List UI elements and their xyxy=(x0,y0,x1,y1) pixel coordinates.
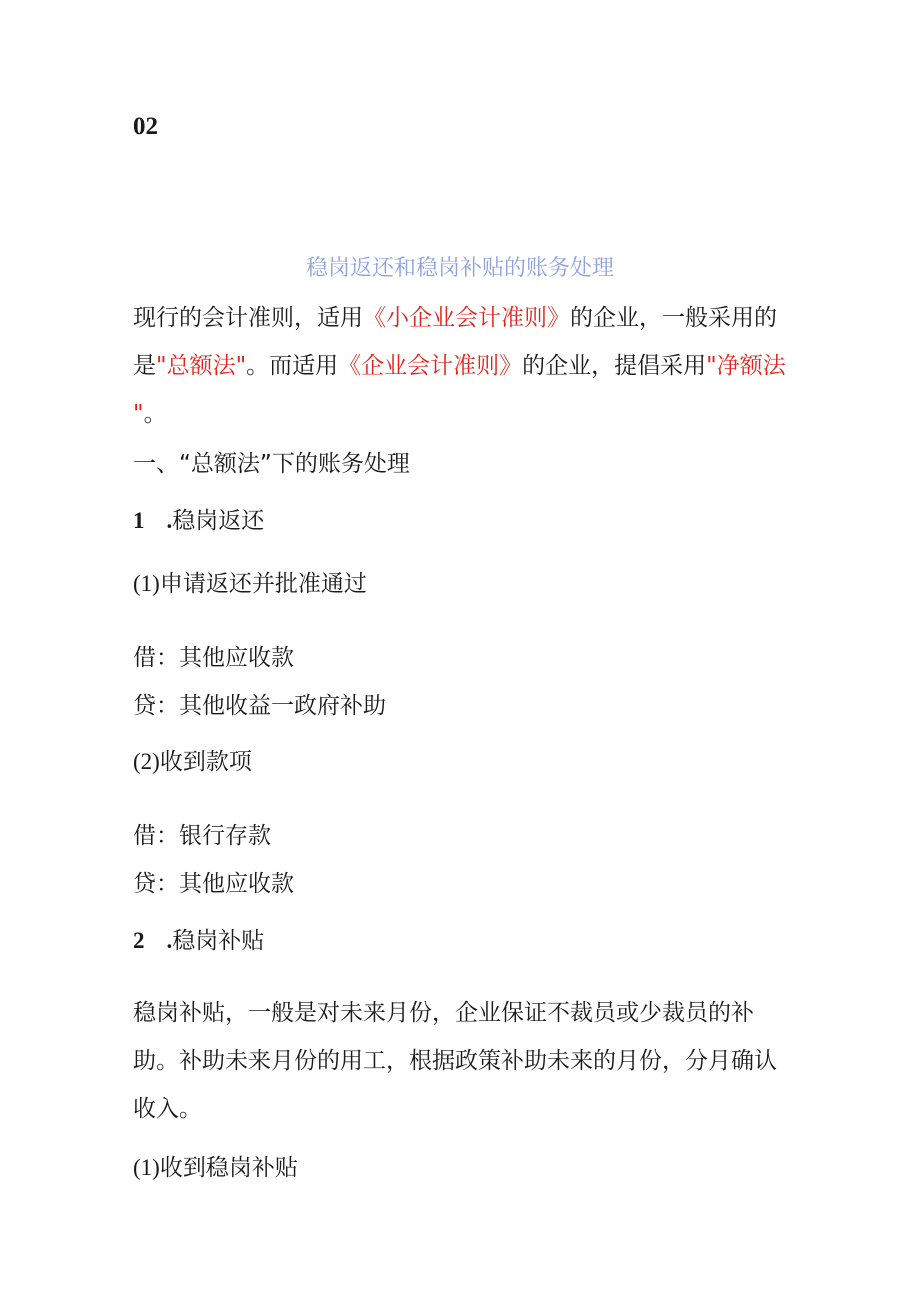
paragraph-line-3: 收入。 xyxy=(133,1096,202,1122)
intro-line-1 xyxy=(133,303,777,333)
intro-text: 。而适用 xyxy=(246,353,339,379)
intro-text: 。 xyxy=(143,401,167,427)
intro-line-3 xyxy=(133,399,167,429)
step-1-1 xyxy=(133,569,367,599)
heading-gross-method: 一、“总额法”下的账务处理 xyxy=(133,451,410,477)
intro-text: 是 xyxy=(133,353,156,379)
intro-text: 的企业，提倡采用 xyxy=(522,353,707,379)
item-1-heading xyxy=(133,506,264,536)
intro-highlight-enterprise-standard: 《企业会计准则》 xyxy=(338,353,523,379)
item-number: 1 xyxy=(133,508,145,533)
item-2-heading xyxy=(133,926,264,956)
step-text: 收到稳岗补贴 xyxy=(159,1155,298,1181)
intro-text: 现行的会计准则，适用 xyxy=(133,305,363,331)
intro-highlight-small-enterprise-standard: 《小企业会计准则》 xyxy=(363,305,570,331)
step-number: (1) xyxy=(133,571,160,596)
item-number: 2 xyxy=(133,928,145,953)
step-number: (2) xyxy=(133,749,160,774)
paragraph-line-1: 稳岗补贴，一般是对未来月份，企业保证不裁员或少裁员的补 xyxy=(133,1000,754,1026)
entry-debit: 借：银行存款 xyxy=(133,823,271,849)
entry-credit: 贷：其他应收款 xyxy=(133,871,294,897)
item-label: 稳岗返还 xyxy=(172,508,265,534)
item-label: 稳岗补贴 xyxy=(172,928,265,954)
item-dot: . xyxy=(166,928,173,953)
intro-highlight-gross-method: "总额法" xyxy=(156,353,247,379)
section-number: 02 xyxy=(133,113,158,140)
step-number: (1) xyxy=(133,1155,160,1180)
step-text: 申请返还并批准通过 xyxy=(159,571,367,597)
entry-debit: 借：其他应收款 xyxy=(133,645,294,671)
intro-text: 的企业，一般采用的 xyxy=(570,305,777,331)
page-title: 稳岗返还和稳岗补贴的账务处理 xyxy=(305,256,614,281)
step-2-1 xyxy=(133,1153,298,1183)
paragraph-line-2: 助。补助未来月份的用工，根据政策补助未来的月份，分月确认 xyxy=(133,1048,777,1074)
intro-highlight-net-method: "净额法 xyxy=(706,353,786,379)
intro-highlight-quote: " xyxy=(133,401,144,427)
intro-line-2 xyxy=(133,351,786,381)
entry-credit: 贷：其他收益一政府补助 xyxy=(133,693,386,719)
step-1-2 xyxy=(133,747,252,777)
step-text: 收到款项 xyxy=(159,749,252,775)
item-dot: . xyxy=(166,508,173,533)
